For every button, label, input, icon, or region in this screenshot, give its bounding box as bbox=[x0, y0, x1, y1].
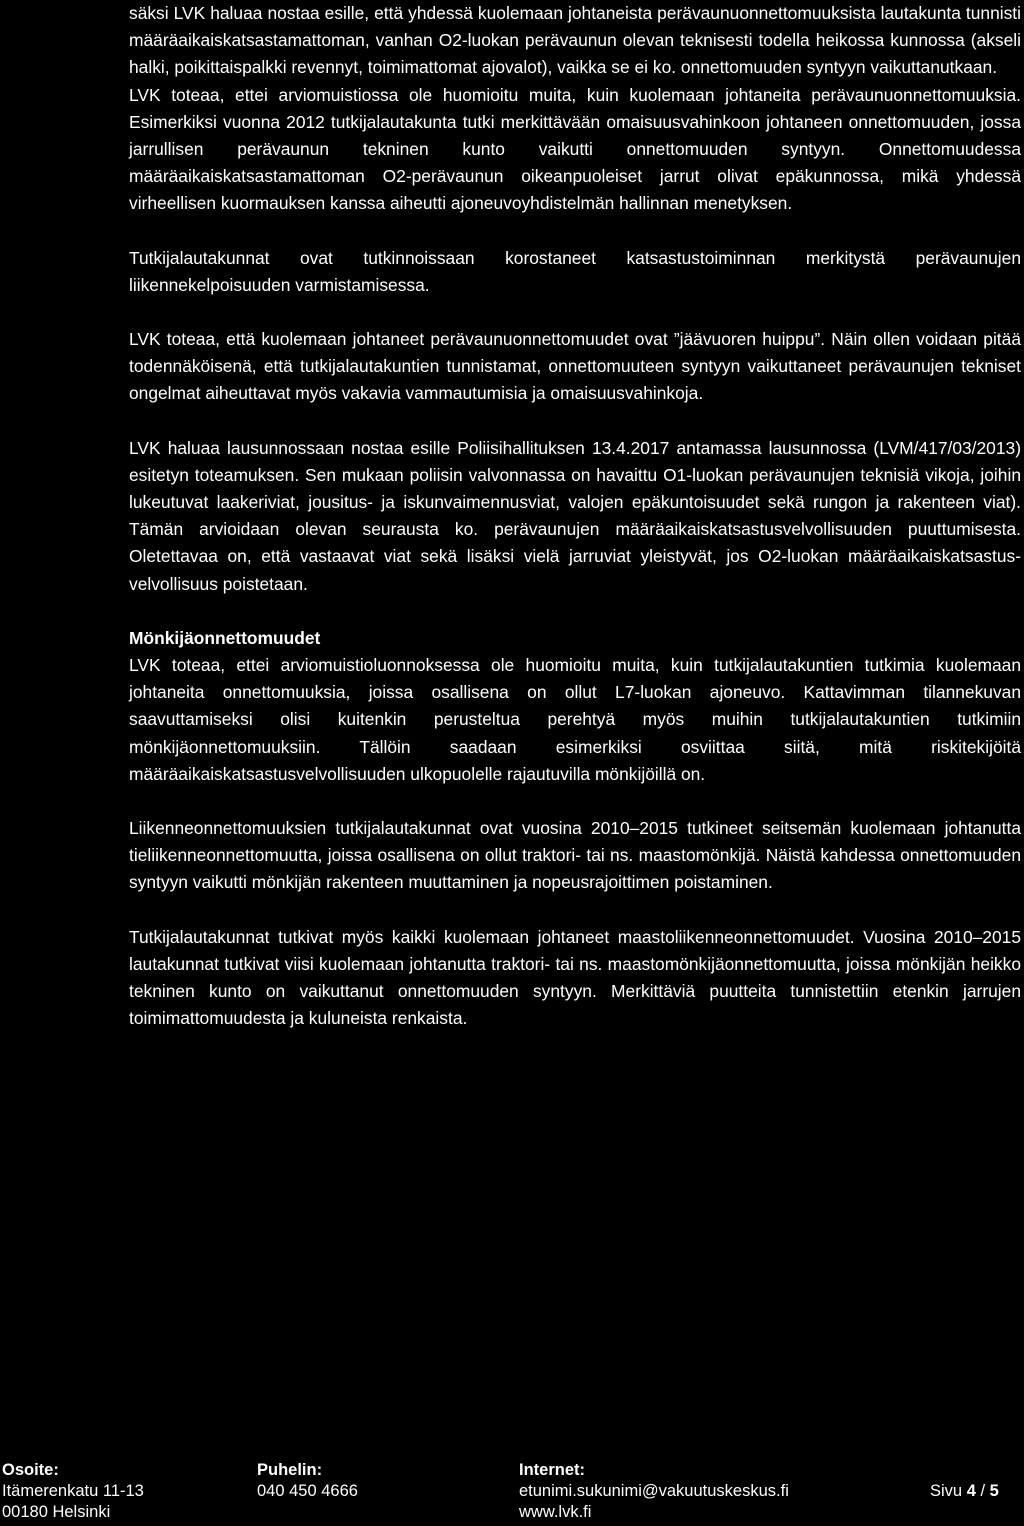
page-number bbox=[930, 1481, 999, 1502]
address-city: 00180 Helsinki bbox=[2, 1503, 111, 1521]
paragraph: Tutkijalautakunnat tutkivat myös kaikki kuolemaan johtaneet maastoliikenneonnettomuudet. Vuosina 2010–2015 lautakunnat tutkivat viisi kuolemaan johtanutta traktori- tai ns. maastomönkijäonnettomuutta, joissa mönkijän heikko tekninen kunto on vaikuttanut onnettomuuden syntyyn. Merkittäviä puutteita tunnistettiin etenkin jarrujen toimimattomuudesta ja kuluneista renkaista. bbox=[129, 926, 1021, 1029]
page-prefix: Sivu bbox=[930, 1482, 967, 1500]
address-label: Osoite: bbox=[2, 1461, 59, 1479]
paragraph: LVK toteaa, ettei arviomuistiossa ole huomioitu muita, kuin kuolemaan johtaneita perävaunuonnettomuuksia. Esimerkiksi vuonna 2012 tutkijalautakunta tutki merkittävään omaisuusvahinkoon johtaneen onnettomuuden, jossa jarrullisen perävaunun tekninen kunto vaikutti onnettomuuden syntyyn. Onnettomuudessa määräaikaiskatsastamattoman O2-perävaunun oikeanpuoleiset jarrut olivat epäkunnossa, mikä yhdessä virheellisen kuormauksen kanssa aiheutti ajoneuvoyhdistelmän hallinnan menetyksen. bbox=[129, 84, 1021, 214]
footer-phone bbox=[257, 1460, 358, 1502]
section-heading: Mönkijäonnettomuudet bbox=[129, 627, 321, 648]
document-body bbox=[129, 0, 1021, 1033]
address-street: Itämerenkatu 11-13 bbox=[2, 1482, 144, 1500]
paragraph: LVK haluaa lausunnossaan nostaa esille Poliisihallituksen 13.4.2017 antamassa lausunnossa (LVM/417/03/2013) esitetyn toteamuksen. Sen mukaan poliisin valvonnassa on havaittu O1-luokan perävaunujen teknisiä vikoja, joihin lukeutuvat laakeriviat, jousitus- ja iskunvaimennusviat, valojen epäkuntoisuudet sekä rungon ja rakenteen viat). Tämän arvioidaan olevan seurausta ko. perävaunujen määräaikaiskatsastusvelvollisuuden puuttumisesta. Oletettavaa on, että vastaavat viat sekä lisäksi vielä jarruviat yleistyvät, jos O2-luokan määräaikaiskatsastusvelvollisuus poistetaan. bbox=[129, 437, 1021, 594]
website-link[interactable]: www.lvk.fi bbox=[519, 1503, 592, 1521]
phone-label: Puhelin: bbox=[257, 1461, 323, 1479]
page-total: 5 bbox=[989, 1482, 999, 1500]
footer-internet bbox=[519, 1460, 789, 1523]
internet-label: Internet: bbox=[519, 1461, 585, 1479]
paragraph: LVK toteaa, että kuolemaan johtaneet perävaunuonnettomuudet ovat ”jäävuoren huippu”. Näin ollen voidaan pitää todennäköisenä, että tutkijalautakuntien tunnistamat, onnettomuuteen syntyyn vaikuttaneet perävaunujen tekniset ongelmat aiheuttavat myös vakavia vammautumisia ja omaisuusvahinkoja. bbox=[129, 329, 1021, 404]
paragraph: säksi LVK haluaa nostaa esille, että yhdessä kuolemaan johtaneista perävaunuonnettomuuksista lautakunta tunnisti määräaikaiskatsastamattoman, vanhan O2-luokan perävaunun olevan teknisesti todella heikossa kunnossa (akseli halki, poikittaispalkki revennyt, toimimattomat ajovalot), vaikka se ei ko. onnettomuuden syntyyn vaikuttanutkaan. bbox=[129, 3, 1021, 78]
page-current: 4 bbox=[966, 1482, 976, 1500]
paragraph: Tutkijalautakunnat ovat tutkinnoissaan korostaneet katsastustoiminnan merkitystä perävaunujen liikennekelpoisuuden varmistamisessa. bbox=[129, 247, 1021, 295]
page-footer bbox=[0, 1460, 1024, 1526]
phone-number: 040 450 4666 bbox=[257, 1482, 358, 1500]
paragraph: LVK toteaa, ettei arviomuistioluonnoksessa ole huomioitu muita, kuin tutkijalautakuntien tutkimia kuolemaan johtaneita onnettomuuksia, joissa osallisena on ollut L7-luokan ajoneuvo. Kattavimman tilannekuvan saavuttamiseksi olisi kuitenkin perusteltua perehtyä myös muihin tutkijalautakuntien tutkimiin mönkijäonnettomuuksiin. Tällöin saadaan esimerkiksi osviittaa siitä, mitä riskitekijöitä määräaikaiskatsastusvelvollisuuden ulkopuolelle rajautuvilla mönkijöillä on. bbox=[129, 655, 1021, 784]
email-link[interactable]: etunimi.sukunimi@vakuutuskeskus.fi bbox=[519, 1482, 789, 1500]
page-separator: / bbox=[975, 1482, 990, 1500]
paragraph: Liikenneonnettomuuksien tutkijalautakunnat ovat vuosina 2010–2015 tutkineet seitsemän kuolemaan johtanutta tieliikenneonnettomuutta, joissa osallisena on ollut traktori- tai ns. maastomönkijä. Näistä kahdessa onnettomuuden syntyyn vaikutti mönkijän rakenteen muuttaminen ja nopeusrajoittimen poistaminen. bbox=[129, 818, 1021, 893]
footer-address bbox=[2, 1460, 144, 1523]
